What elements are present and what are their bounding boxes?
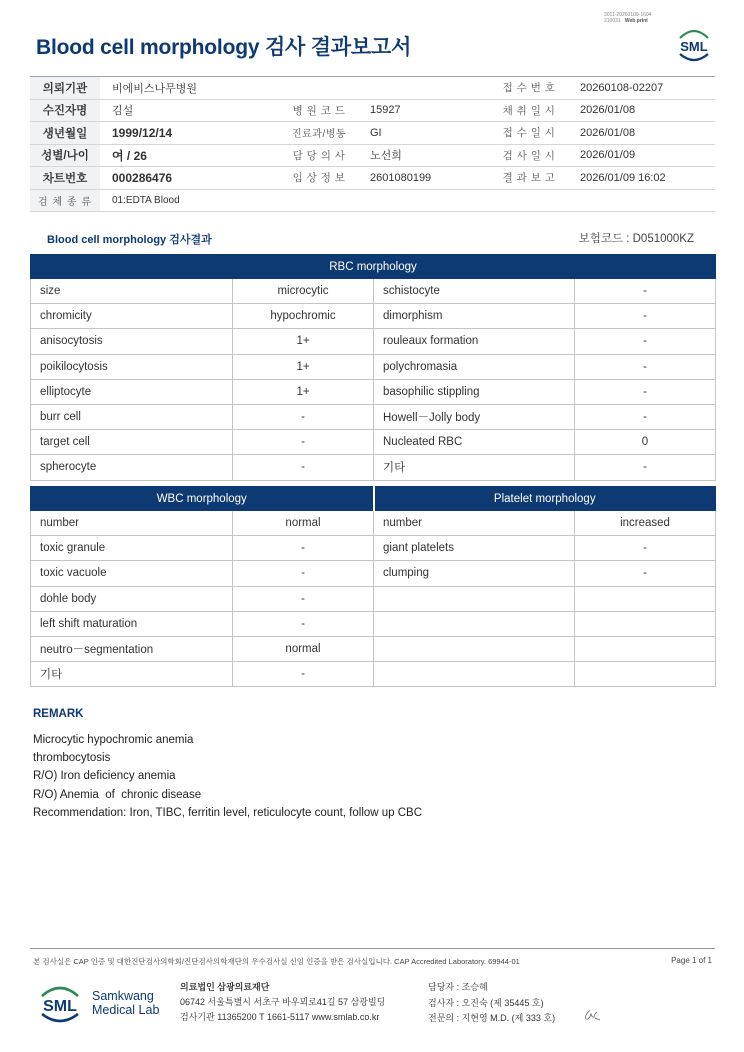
remark-line: thrombocytosis: [33, 752, 111, 765]
footer-divider: [30, 948, 715, 949]
sml-logo-icon: [36, 982, 84, 1026]
staff-info: [428, 980, 555, 1027]
item-value: -: [233, 662, 374, 687]
item-value: microcytic: [233, 279, 374, 304]
item-value: -: [575, 455, 716, 480]
remark-line: Microcytic hypochromic anemia: [33, 734, 194, 746]
info-label: 생년월일: [30, 122, 100, 145]
item-name: clumping: [374, 561, 575, 586]
info-label: 임 상 정 보: [280, 167, 358, 190]
table-row: [31, 536, 716, 561]
item-value: normal: [233, 636, 374, 661]
remark-title: REMARK: [33, 708, 84, 720]
info-label: 담 당 의 사: [280, 144, 358, 167]
table-row: [31, 561, 716, 586]
info-value: 2026/01/08: [568, 99, 715, 122]
info-value: 노선희: [358, 144, 490, 167]
item-value: -: [233, 586, 374, 611]
accreditation-note: 본 검사실은 CAP 인증 및 대한진단검사의학회/진단검사의학재단의 우수검사실 신임 인증을 받은 검사실입니다. CAP Accredited Laboratory. 69944-01: [33, 957, 520, 966]
svg-text:SML: SML: [43, 998, 77, 1015]
info-label: 결 과 보 고: [490, 167, 568, 190]
sml-logo-icon: [674, 26, 714, 64]
item-name: polychromasia: [374, 354, 575, 379]
item-value: -: [575, 329, 716, 354]
table-row: [31, 511, 716, 536]
lab-name-line2: Medical Lab: [92, 1003, 160, 1017]
item-name: [374, 636, 575, 661]
report-code: [604, 12, 651, 24]
item-value: -: [233, 404, 374, 429]
info-value: 1999/12/14: [100, 122, 280, 145]
info-row: [30, 77, 715, 100]
info-label: 접 수 번 호: [490, 77, 568, 100]
lab-name: [92, 989, 159, 1017]
info-row: [30, 167, 715, 190]
info-value: 2026/01/09 16:02: [568, 167, 715, 190]
item-name: Howell－Jolly body: [374, 404, 575, 429]
rbc-table-title: RBC morphology: [31, 255, 716, 279]
info-label: 진료과/병동: [280, 122, 358, 145]
item-value: -: [233, 561, 374, 586]
item-value: [575, 611, 716, 636]
table-row: [31, 455, 716, 480]
item-value: -: [575, 354, 716, 379]
item-value: -: [575, 561, 716, 586]
info-value: 20260108-02207: [568, 77, 715, 100]
page-number: Page 1 of 1: [671, 956, 712, 965]
table-row: [31, 329, 716, 354]
info-row: [30, 144, 715, 167]
patient-info-table: [30, 76, 715, 212]
item-name: toxic vacuole: [31, 561, 233, 586]
report-title: Blood cell morphology 검사 결과보고서: [36, 36, 412, 59]
table-row: [31, 379, 716, 404]
item-name: target cell: [31, 430, 233, 455]
platelet-table-title: Platelet morphology: [374, 487, 716, 511]
info-label: 접 수 일 시: [490, 122, 568, 145]
rbc-morphology-table: [30, 254, 716, 481]
item-name: 기타: [374, 455, 575, 480]
item-name: giant platelets: [374, 536, 575, 561]
table-row: [31, 662, 716, 687]
info-value: 2601080199: [358, 167, 490, 190]
item-value: [575, 636, 716, 661]
table-row: [31, 430, 716, 455]
item-value: -: [575, 379, 716, 404]
info-value: 2026/01/09: [568, 144, 715, 167]
table-row: [31, 404, 716, 429]
item-name: number: [374, 511, 575, 536]
info-label: 수진자명: [30, 99, 100, 122]
info-value: GI: [358, 122, 490, 145]
signature-icon: [582, 1008, 602, 1022]
remark-line: R/O) Iron deficiency anemia: [33, 770, 176, 783]
item-name: poikilocytosis: [31, 354, 233, 379]
specimen-value: 01:EDTA Blood: [100, 189, 715, 212]
remark-text: [33, 731, 422, 822]
item-name: rouleaux formation: [374, 329, 575, 354]
item-name: left shift maturation: [31, 611, 233, 636]
item-value: 1+: [233, 379, 374, 404]
wbc-table-title: WBC morphology: [31, 487, 374, 511]
info-label: 차트번호: [30, 167, 100, 190]
org-address: 06742 서울특별시 서초구 바우뫼로41길 57 삼광빌딩: [180, 997, 386, 1007]
table-row: [31, 279, 716, 304]
info-label: 채 취 일 시: [490, 99, 568, 122]
result-section-title: Blood cell morphology 검사결과: [47, 234, 212, 246]
item-value: -: [233, 455, 374, 480]
item-value: -: [233, 536, 374, 561]
item-value: [575, 662, 716, 687]
info-row: [30, 122, 715, 145]
info-row: [30, 99, 715, 122]
web-print-label: Web print: [624, 18, 648, 24]
item-name: burr cell: [31, 404, 233, 429]
info-value: 비에비스나무병원: [100, 77, 490, 100]
item-name: spherocyte: [31, 455, 233, 480]
table-row: [31, 354, 716, 379]
item-name: number: [31, 511, 233, 536]
info-label: 병 원 코 드: [280, 99, 358, 122]
item-value: hypochromic: [233, 304, 374, 329]
item-name: [374, 611, 575, 636]
item-value: increased: [575, 511, 716, 536]
info-label: 검 사 일 시: [490, 144, 568, 167]
item-name: dimorphism: [374, 304, 575, 329]
item-name: [374, 662, 575, 687]
item-value: 0: [575, 430, 716, 455]
info-value: 15927: [358, 99, 490, 122]
item-value: 1+: [233, 354, 374, 379]
item-name: neutro－segmentation: [31, 636, 233, 661]
info-value: 2026/01/08: [568, 122, 715, 145]
info-row: [30, 189, 715, 212]
info-value: 여 / 26: [100, 144, 280, 167]
org-name: 의료법인 삼광의료재단: [180, 982, 270, 992]
item-value: -: [575, 536, 716, 561]
item-name: basophilic stippling: [374, 379, 575, 404]
svg-text:SML: SML: [680, 39, 708, 54]
table-row: [31, 586, 716, 611]
item-value: [575, 586, 716, 611]
item-value: -: [575, 304, 716, 329]
item-name: 기타: [31, 662, 233, 687]
info-label: 의뢰기관: [30, 77, 100, 100]
wbc-platelet-table: [30, 486, 716, 687]
item-name: toxic granule: [31, 536, 233, 561]
table-row: [31, 304, 716, 329]
item-value: -: [575, 279, 716, 304]
remark-line: Recommendation: Iron, TIBC, ferritin level, reticulocyte count, follow up CBC: [33, 806, 423, 819]
staff-line: 전문의 : 지현영 M.D. (제 333 호): [428, 1013, 556, 1023]
item-name: size: [31, 279, 233, 304]
remark-line: R/O) Anemia of chronic disease: [33, 788, 202, 801]
info-value: 김설: [100, 99, 280, 122]
specimen-label: 검 체 종 류: [30, 189, 100, 212]
organization-info: [180, 980, 385, 1025]
org-contact: 검사기관 11365200 T 1661-5117 www.smlab.co.kr: [180, 1012, 380, 1022]
staff-line: 담당자 : 조승혜: [428, 982, 488, 992]
info-value: 000286476: [100, 167, 280, 190]
item-value: -: [233, 430, 374, 455]
staff-line: 검사자 : 오진숙 (제 35445 호): [428, 997, 544, 1008]
item-name: Nucleated RBC: [374, 430, 575, 455]
item-name: chromicity: [31, 304, 233, 329]
item-name: elliptocyte: [31, 379, 233, 404]
item-value: -: [233, 611, 374, 636]
item-value: -: [575, 404, 716, 429]
item-name: [374, 586, 575, 611]
lab-name-line1: Samkwang: [92, 989, 154, 1003]
info-label: 성별/나이: [30, 144, 100, 167]
table-row: [31, 611, 716, 636]
item-name: dohle body: [31, 586, 233, 611]
report-code-line2: 210031: [604, 18, 621, 24]
table-row: [31, 636, 716, 661]
insurance-code: 보험코드 : D051000KZ: [578, 233, 694, 245]
report-code-line1: 3011-20260109-1604: [604, 12, 652, 18]
item-name: schistocyte: [374, 279, 575, 304]
item-value: normal: [233, 511, 374, 536]
item-value: 1+: [233, 329, 374, 354]
item-name: anisocytosis: [31, 329, 233, 354]
